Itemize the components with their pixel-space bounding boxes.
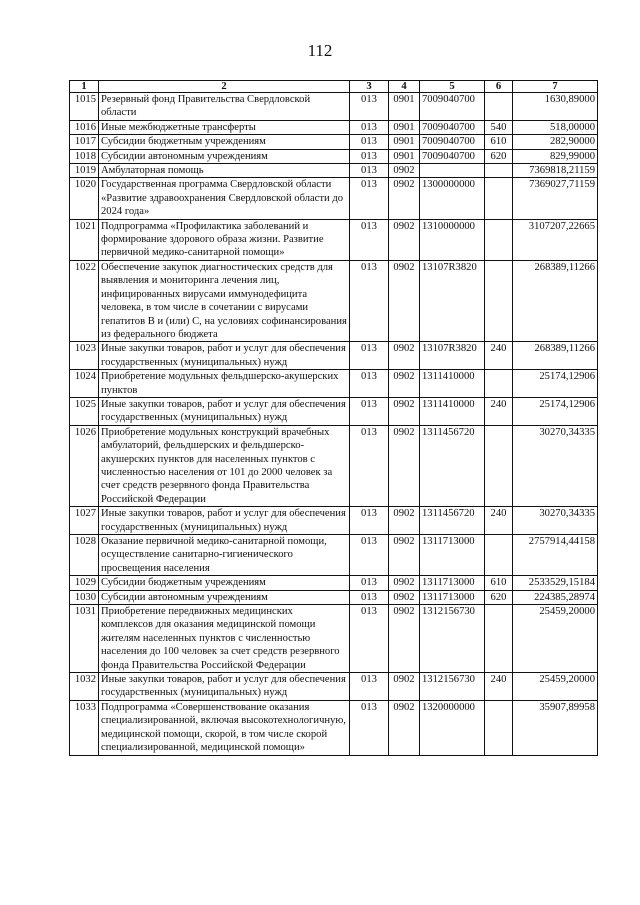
col-header-amount: 7 <box>513 81 598 93</box>
row-amount: 829,99000 <box>513 149 598 163</box>
table-row <box>70 219 598 260</box>
row-ministry-code: 013 <box>350 219 389 260</box>
row-section-code: 0901 <box>389 120 420 134</box>
row-expense-type <box>485 260 513 341</box>
row-ministry-code: 013 <box>350 535 389 576</box>
row-target-code: 1312156730 <box>420 673 485 701</box>
row-ministry-code: 013 <box>350 605 389 673</box>
row-target-code: 7009040700 <box>420 135 485 149</box>
row-number: 1025 <box>70 397 99 425</box>
row-name: Приобретение модульных конструкций врачебных амбулаторий, фельдшерских и фельдшерско-акушерских пунктов для населенных пунктов с численностью населения от 101 до 2000 человек за счет средств резервного фонда Правительства Российской Федерации <box>99 425 350 506</box>
row-name: Иные закупки товаров, работ и услуг для обеспечения государственных (муниципальных) нужд <box>99 397 350 425</box>
row-ministry-code: 013 <box>350 425 389 506</box>
row-amount: 2757914,44158 <box>513 535 598 576</box>
row-amount: 25459,20000 <box>513 605 598 673</box>
table-row <box>70 590 598 604</box>
row-amount: 35907,89958 <box>513 700 598 755</box>
table-row <box>70 164 598 178</box>
table-row <box>70 370 598 398</box>
table-row <box>70 700 598 755</box>
row-name: Подпрограмма «Совершенствование оказания специализированной, включая высокотехнологичную, медицинской помощи, скорой, в том числе скорой специализированной, медицинской помощи» <box>99 700 350 755</box>
col-header-section: 4 <box>389 81 420 93</box>
row-amount: 282,90000 <box>513 135 598 149</box>
row-target-code: 13107R3820 <box>420 260 485 341</box>
row-ministry-code: 013 <box>350 370 389 398</box>
row-ministry-code: 013 <box>350 149 389 163</box>
row-amount: 3107207,22665 <box>513 219 598 260</box>
table-row <box>70 260 598 341</box>
row-expense-type: 540 <box>485 120 513 134</box>
row-section-code: 0902 <box>389 576 420 590</box>
row-target-code: 1311713000 <box>420 535 485 576</box>
row-expense-type: 240 <box>485 673 513 701</box>
row-name: Субсидии автономным учреждениям <box>99 590 350 604</box>
col-header-expense-type: 6 <box>485 81 513 93</box>
row-expense-type <box>485 164 513 178</box>
row-number: 1027 <box>70 507 99 535</box>
table-header-row <box>70 81 598 93</box>
row-target-code: 1300000000 <box>420 178 485 219</box>
col-header-number: 1 <box>70 81 99 93</box>
row-number: 1032 <box>70 673 99 701</box>
table-row <box>70 342 598 370</box>
row-target-code: 1311713000 <box>420 576 485 590</box>
row-target-code: 13107R3820 <box>420 342 485 370</box>
row-target-code: 7009040700 <box>420 120 485 134</box>
row-section-code: 0901 <box>389 135 420 149</box>
col-header-ministry: 3 <box>350 81 389 93</box>
table-row <box>70 673 598 701</box>
row-amount: 30270,34335 <box>513 425 598 506</box>
table-row <box>70 576 598 590</box>
row-section-code: 0902 <box>389 178 420 219</box>
row-target-code: 1311410000 <box>420 370 485 398</box>
table-row <box>70 507 598 535</box>
row-number: 1024 <box>70 370 99 398</box>
row-ministry-code: 013 <box>350 260 389 341</box>
row-number: 1031 <box>70 605 99 673</box>
row-expense-type <box>485 700 513 755</box>
row-section-code: 0902 <box>389 164 420 178</box>
row-number: 1022 <box>70 260 99 341</box>
row-name: Субсидии бюджетным учреждениям <box>99 576 350 590</box>
row-section-code: 0902 <box>389 425 420 506</box>
row-name: Иные закупки товаров, работ и услуг для обеспечения государственных (муниципальных) нужд <box>99 342 350 370</box>
row-ministry-code: 013 <box>350 700 389 755</box>
row-ministry-code: 013 <box>350 164 389 178</box>
row-name: Государственная программа Свердловской области «Развитие здравоохранения Свердловской области до 2024 года» <box>99 178 350 219</box>
row-ministry-code: 013 <box>350 120 389 134</box>
row-number: 1015 <box>70 93 99 121</box>
row-amount: 268389,11266 <box>513 260 598 341</box>
table-body <box>70 93 598 756</box>
row-amount: 268389,11266 <box>513 342 598 370</box>
row-amount: 25174,12906 <box>513 397 598 425</box>
row-ministry-code: 013 <box>350 507 389 535</box>
row-section-code: 0901 <box>389 93 420 121</box>
row-name: Подпрограмма «Профилактика заболеваний и формирование здорового образа жизни. Развитие первичной медико-санитарной помощи» <box>99 219 350 260</box>
row-expense-type <box>485 178 513 219</box>
row-amount: 224385,28974 <box>513 590 598 604</box>
row-section-code: 0902 <box>389 342 420 370</box>
row-expense-type: 610 <box>485 576 513 590</box>
table-row <box>70 149 598 163</box>
row-name: Иные закупки товаров, работ и услуг для обеспечения государственных (муниципальных) нужд <box>99 673 350 701</box>
row-name: Иные закупки товаров, работ и услуг для обеспечения государственных (муниципальных) нужд <box>99 507 350 535</box>
row-section-code: 0902 <box>389 535 420 576</box>
col-header-name: 2 <box>99 81 350 93</box>
row-expense-type <box>485 425 513 506</box>
row-target-code: 1311456720 <box>420 507 485 535</box>
row-section-code: 0902 <box>389 605 420 673</box>
row-target-code: 1320000000 <box>420 700 485 755</box>
row-target-code: 1310000000 <box>420 219 485 260</box>
row-target-code: 1311456720 <box>420 425 485 506</box>
row-name: Субсидии бюджетным учреждениям <box>99 135 350 149</box>
row-expense-type <box>485 605 513 673</box>
row-expense-type: 610 <box>485 135 513 149</box>
row-number: 1020 <box>70 178 99 219</box>
row-amount: 25459,20000 <box>513 673 598 701</box>
row-section-code: 0902 <box>389 507 420 535</box>
row-number: 1017 <box>70 135 99 149</box>
page-number: 112 <box>307 41 333 60</box>
row-name: Амбулаторная помощь <box>99 164 350 178</box>
row-name: Субсидии автономным учреждениям <box>99 149 350 163</box>
row-amount: 2533529,15184 <box>513 576 598 590</box>
row-expense-type: 240 <box>485 342 513 370</box>
row-section-code: 0901 <box>389 149 420 163</box>
row-expense-type: 240 <box>485 507 513 535</box>
row-number: 1030 <box>70 590 99 604</box>
row-ministry-code: 013 <box>350 342 389 370</box>
table-row <box>70 605 598 673</box>
row-ministry-code: 013 <box>350 397 389 425</box>
row-expense-type: 240 <box>485 397 513 425</box>
row-number: 1018 <box>70 149 99 163</box>
row-ministry-code: 013 <box>350 590 389 604</box>
row-target-code: 7009040700 <box>420 93 485 121</box>
row-ministry-code: 013 <box>350 576 389 590</box>
row-number: 1026 <box>70 425 99 506</box>
row-name: Обеспечение закупок диагностических средств для выявления и мониторинга лечения лиц, инфицированных вирусами иммунодефицита человека, в том числе в сочетании с вирусами гепатитов В и (или) С, на условиях софинансирования из федерального бюджета <box>99 260 350 341</box>
row-amount: 30270,34335 <box>513 507 598 535</box>
row-section-code: 0902 <box>389 397 420 425</box>
row-number: 1028 <box>70 535 99 576</box>
table-row <box>70 135 598 149</box>
row-amount: 7369818,21159 <box>513 164 598 178</box>
row-target-code: 1312156730 <box>420 605 485 673</box>
row-number: 1016 <box>70 120 99 134</box>
col-header-target-code: 5 <box>420 81 485 93</box>
row-section-code: 0902 <box>389 700 420 755</box>
row-section-code: 0902 <box>389 673 420 701</box>
row-number: 1021 <box>70 219 99 260</box>
row-target-code <box>420 164 485 178</box>
row-expense-type <box>485 219 513 260</box>
table-row <box>70 425 598 506</box>
row-ministry-code: 013 <box>350 178 389 219</box>
row-number: 1023 <box>70 342 99 370</box>
row-expense-type: 620 <box>485 590 513 604</box>
row-name: Приобретение модульных фельдшерско-акушерских пунктов <box>99 370 350 398</box>
row-section-code: 0902 <box>389 219 420 260</box>
row-expense-type <box>485 535 513 576</box>
row-number: 1029 <box>70 576 99 590</box>
table-row <box>70 397 598 425</box>
row-target-code: 1311713000 <box>420 590 485 604</box>
row-name: Иные межбюджетные трансферты <box>99 120 350 134</box>
row-number: 1033 <box>70 700 99 755</box>
row-section-code: 0902 <box>389 260 420 341</box>
row-name: Оказание первичной медико-санитарной помощи, осуществление санитарно-гигиенического просвещения населения <box>99 535 350 576</box>
row-expense-type: 620 <box>485 149 513 163</box>
table-row <box>70 535 598 576</box>
row-expense-type <box>485 93 513 121</box>
row-target-code: 1311410000 <box>420 397 485 425</box>
budget-table <box>69 80 598 756</box>
table-row <box>70 178 598 219</box>
row-ministry-code: 013 <box>350 673 389 701</box>
row-expense-type <box>485 370 513 398</box>
row-number: 1019 <box>70 164 99 178</box>
table-row <box>70 93 598 121</box>
row-amount: 518,00000 <box>513 120 598 134</box>
row-ministry-code: 013 <box>350 135 389 149</box>
row-name: Резервный фонд Правительства Свердловской области <box>99 93 350 121</box>
row-amount: 25174,12906 <box>513 370 598 398</box>
table-row <box>70 120 598 134</box>
row-name: Приобретение передвижных медицинских комплексов для оказания медицинской помощи жителям населенных пунктов с численностью населения до 100 человек за счет средств резервного фонда Правительства Российской Федерации <box>99 605 350 673</box>
row-amount: 7369027,71159 <box>513 178 598 219</box>
row-amount: 1630,89000 <box>513 93 598 121</box>
row-section-code: 0902 <box>389 370 420 398</box>
row-section-code: 0902 <box>389 590 420 604</box>
row-target-code: 7009040700 <box>420 149 485 163</box>
row-ministry-code: 013 <box>350 93 389 121</box>
